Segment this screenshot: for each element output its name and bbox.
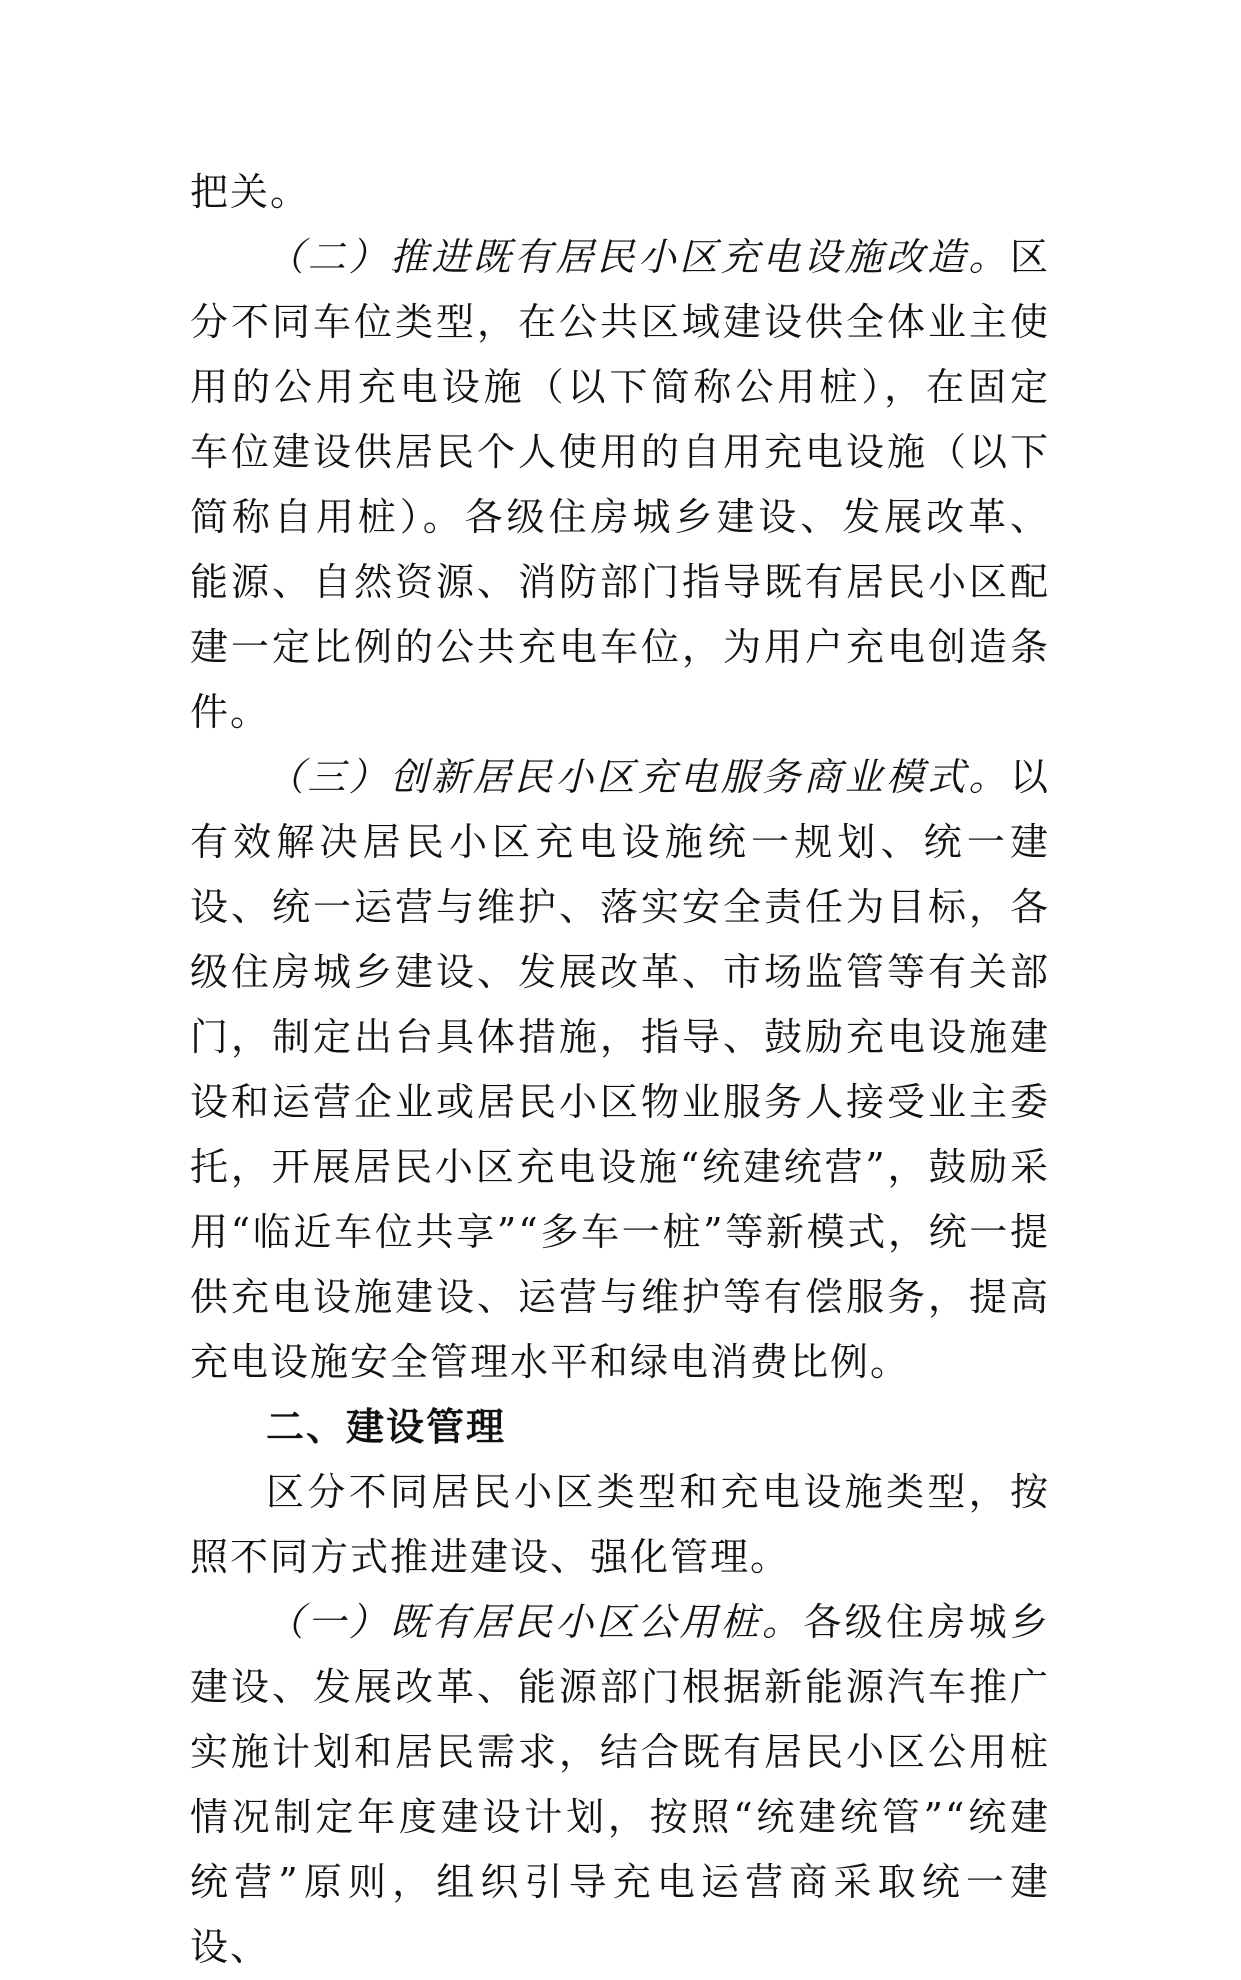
paragraph-intro <box>190 1460 1050 1590</box>
paragraph-text: 各级住房城乡建设、发展改革、能源部门根据新能源汽车推广实施计划和居民需求，结合既有居民小区公用桩情况制定年度建设计划，按照“统建统管”“统建统营”原则，组织引导充电运营商采取统一建设、 <box>190 1600 1050 1969</box>
paragraph-lead: （三）创新居民小区充电服务商业模式。 <box>266 755 1010 799</box>
paragraph-lead: （二）推进既有居民小区充电设施改造。 <box>266 235 1010 279</box>
paragraph-text: 把关。 <box>190 170 311 214</box>
paragraph-business-model <box>190 745 1050 1395</box>
paragraph-lead: （一）既有居民小区公用桩。 <box>266 1600 804 1644</box>
paragraph-text: 以有效解决居民小区充电设施统一规划、统一建设、统一运营与维护、落实安全责任为目标，各级住房城乡建设、发展改革、市场监管等有关部门，制定出台具体措施，指导、鼓励充电设施建设和运营企业或居民小区物业服务人接受业主委托，开展居民小区充电设施“统建统营”，鼓励采用“临近车位共享”“多车一桩”等新模式，统一提供充电设施建设、运营与维护等有偿服务，提高充电设施安全管理水平和绿电消费比例。 <box>190 755 1050 1384</box>
paragraph-text: 区分不同居民小区类型和充电设施类型，按照不同方式推进建设、强化管理。 <box>190 1470 1050 1579</box>
paragraph-continuation <box>190 160 1050 225</box>
section-heading: 二、建设管理 <box>266 1405 507 1449</box>
paragraph-public-piles <box>190 1590 1050 1980</box>
document-page <box>190 160 1050 1980</box>
paragraph-text: 区分不同车位类型，在公共区域建设供全体业主使用的公用充电设施（以下简称公用桩），在固定车位建设供居民个人使用的自用充电设施（以下简称自用桩）。各级住房城乡建设、发展改革、能源、自然资源、消防部门指导既有居民小区配建一定比例的公共充电车位，为用户充电创造条件。 <box>190 235 1050 734</box>
paragraph-renovation <box>190 225 1050 745</box>
